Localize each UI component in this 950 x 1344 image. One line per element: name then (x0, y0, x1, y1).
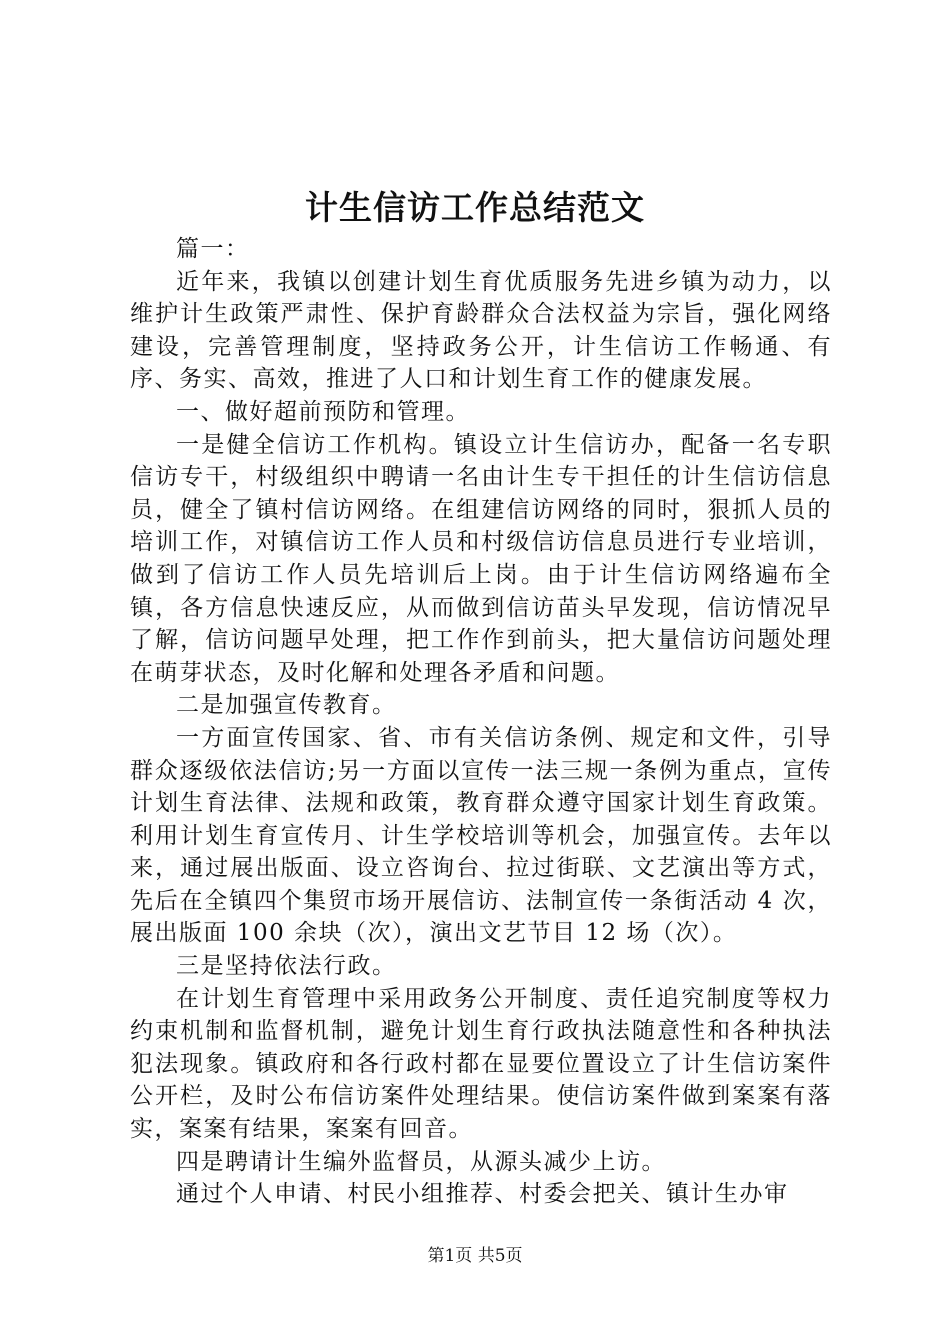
heading-four: 四是聘请计生编外监督员，从源头减少上访。 (176, 1148, 666, 1175)
paragraph-intro: 近年来，我镇以创建计划生育优质服务先进乡镇为动力，以维护计生政策严肃性、保护育龄群众合法权益为宗旨，强化网络建设，完善管理制度，坚持政务公开，计生信访工作畅通、有序、务实、高效，推进了人口和计划生育工作的健康发展。 (130, 268, 832, 393)
heading-one: 一、做好超前预防和管理。 (176, 398, 470, 425)
page-footer: 第1页 共5页 (427, 1246, 523, 1266)
heading-two: 二是加强宣传教育。 (176, 692, 397, 719)
section-label: 篇一： (176, 236, 250, 262)
heading-three: 三是坚持依法行政。 (176, 953, 397, 980)
paragraph-four: 通过个人申请、村民小组推荐、村委会把关、镇计生办审 (176, 1181, 789, 1208)
paragraph-one: 一是健全信访工作机构。镇设立计生信访办，配备一名专职信访专干，村级组织中聘请一名由计生专干担任的计生信访信息员，健全了镇村信访网络。在组建信访网络的同时，狠抓人员的培训工作，对镇信访工作人员和村级信访信息员进行专业培训，做到了信访工作人员先培训后上岗。由于计生信访网络遍布全镇，各方信息快速反应，从而做到信访苗头早发现，信访情况早了解，信访问题早处理，把工作作到前头，把大量信访问题处理在萌芽状态，及时化解和处理各矛盾和问题。 (130, 431, 832, 686)
paragraph-two: 一方面宣传国家、省、市有关信访条例、规定和文件，引导群众逐级依法信访;另一方面以宣传一法三规一条例为重点，宣传计划生育法律、法规和政策，教育群众遵守国家计划生育政策。利用计划生育宣传月、计生学校培训等机会，加强宣传。去年以来，通过展出版面、设立咨询台、拉过街联、文艺演出等方式，先后在全镇四个集贸市场开展信访、法制宣传一条街活动 4 次，展出版面 100 余块（次），演出文艺节目 12 场（次）。 (130, 724, 832, 947)
document-title: 计生信访工作总结范文 (305, 188, 645, 227)
document-body (130, 233, 832, 1211)
paragraph-three: 在计划生育管理中采用政务公开制度、责任追究制度等权力约束机制和监督机制，避免计划生育行政执法随意性和各种执法犯法现象。镇政府和各行政村都在显要位置设立了计生信访案件公开栏，及时公布信访案件处理结果。使信访案件做到案案有落实，案案有结果，案案有回音。 (130, 985, 832, 1143)
